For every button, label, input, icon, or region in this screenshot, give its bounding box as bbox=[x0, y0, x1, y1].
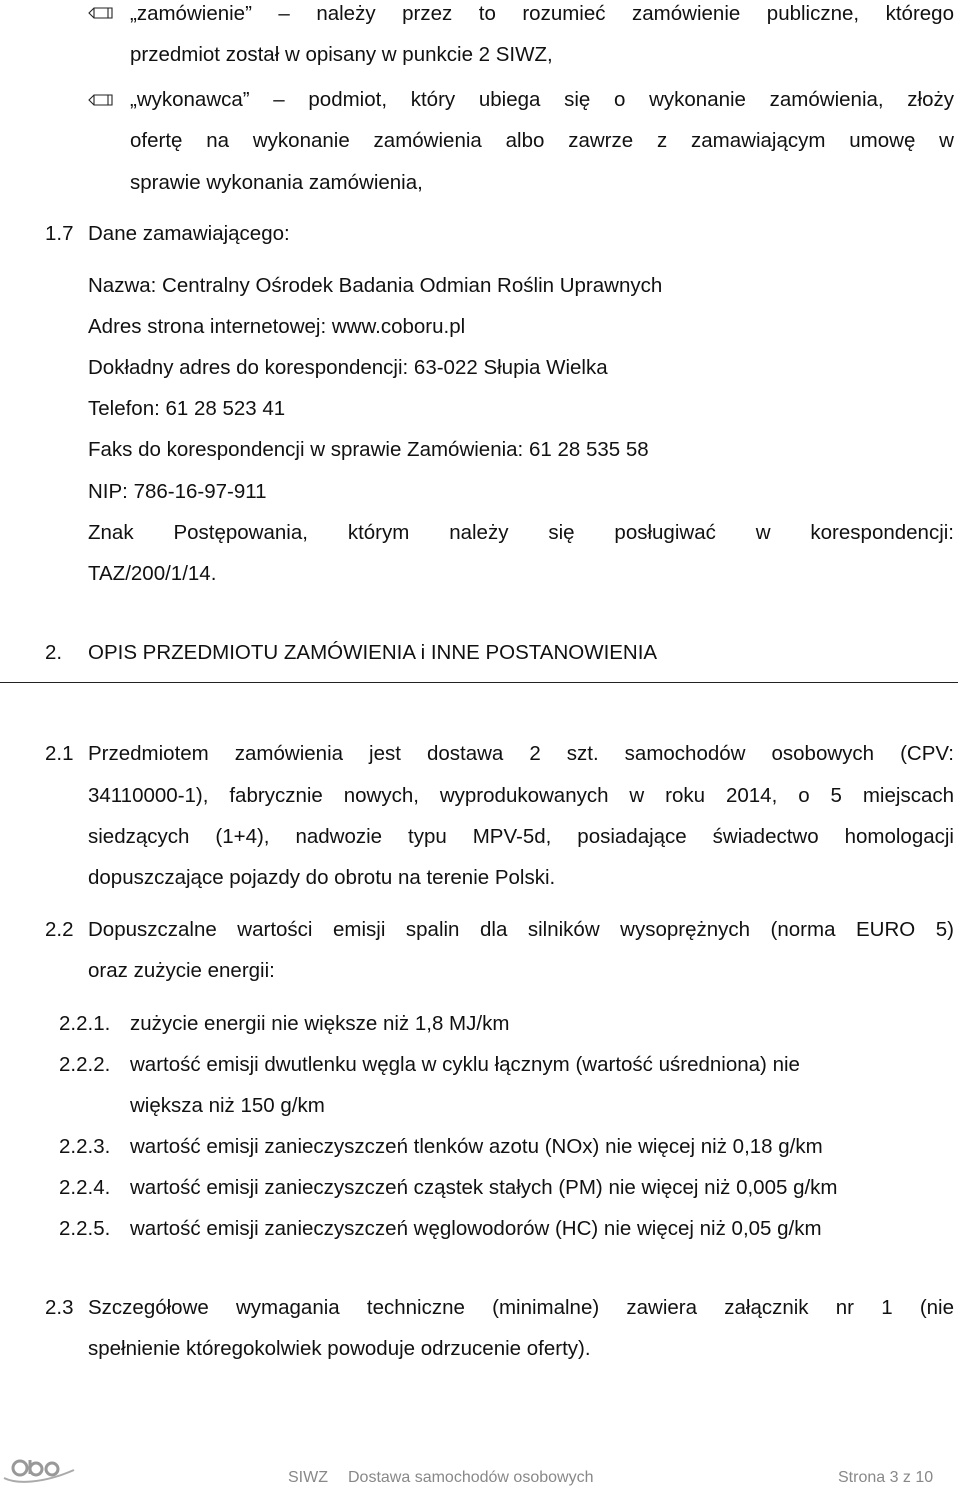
contact-name: Nazwa: Centralny Ośrodek Badania Odmian Roślin Uprawnych bbox=[88, 274, 663, 297]
pencil-bullet-icon bbox=[88, 93, 114, 107]
bullet-2-line-2: ofertę na wykonanie zamówienia albo zawrze z zamawiającym umowę w bbox=[130, 129, 954, 152]
item-2-2-4-number: 2.2.4. bbox=[59, 1176, 111, 1199]
contact-reference-value: TAZ/200/1/14. bbox=[88, 562, 217, 585]
contact-fax: Faks do korespondencji w sprawie Zamówienia: 61 28 535 58 bbox=[88, 438, 649, 461]
item-2-2-3-text: wartość emisji zanieczyszczeń tlenków azotu (NOx) nie więcej niż 0,18 g/km bbox=[130, 1135, 823, 1158]
bullet-2-line-3: sprawie wykonania zamówienia, bbox=[130, 171, 423, 194]
item-2-2-1-number: 2.2.1. bbox=[59, 1012, 111, 1035]
section-2-3-line-1: Szczegółowe wymagania techniczne (minimalne) zawiera załącznik nr 1 (nie bbox=[88, 1296, 954, 1319]
section-2-3-line-2: spełnienie któregokolwiek powoduje odrzucenie oferty). bbox=[88, 1337, 591, 1360]
section-2-3-number: 2.3 bbox=[45, 1296, 74, 1319]
section-1-7-number: 1.7 bbox=[45, 222, 74, 245]
contact-website: Adres strona internetowej: www.coboru.pl bbox=[88, 315, 466, 338]
section-divider bbox=[0, 682, 958, 683]
section-2-title: OPIS PRZEDMIOTU ZAMÓWIENIA i INNE POSTANOWIENIA bbox=[88, 641, 658, 664]
bullet-2-line-1: „wykonawca” – podmiot, który ubiega się o wykonanie zamówienia, złoży bbox=[130, 88, 954, 111]
footer-page-number: Strona 3 z 10 bbox=[838, 1469, 934, 1486]
item-2-2-1-text: zużycie energii nie większe niż 1,8 MJ/km bbox=[130, 1012, 510, 1035]
item-2-2-4-text: wartość emisji zanieczyszczeń cząstek stałych (PM) nie więcej niż 0,005 g/km bbox=[130, 1176, 838, 1199]
item-2-2-3-number: 2.2.3. bbox=[59, 1135, 111, 1158]
section-2-1-line-1: Przedmiotem zamówienia jest dostawa 2 szt. samochodów osobowych (CPV: bbox=[88, 742, 954, 765]
coboru-logo-icon bbox=[2, 1456, 76, 1486]
bullet-1-line-1: „zamówienie” – należy przez to rozumieć zamówienie publiczne, którego bbox=[130, 2, 954, 25]
footer-doc-label: SIWZ bbox=[288, 1469, 328, 1486]
section-2-2-number: 2.2 bbox=[45, 918, 74, 941]
section-1-7-title: Dane zamawiającego: bbox=[88, 222, 290, 245]
section-2-2-line-1: Dopuszczalne wartości emisji spalin dla silników wysoprężnych (norma EURO 5) bbox=[88, 918, 954, 941]
section-2-2-line-2: oraz zużycie energii: bbox=[88, 959, 275, 982]
item-2-2-2-text-cont: większa niż 150 g/km bbox=[130, 1094, 325, 1117]
section-2-1-line-3: siedzących (1+4), nadwozie typu MPV-5d, posiadające świadectwo homologacji bbox=[88, 825, 954, 848]
pencil-bullet-icon bbox=[88, 6, 114, 20]
footer-subject: Dostawa samochodów osobowych bbox=[348, 1469, 594, 1486]
contact-phone: Telefon: 61 28 523 41 bbox=[88, 397, 286, 420]
contact-address: Dokładny adres do korespondencji: 63-022 Słupia Wielka bbox=[88, 356, 608, 379]
contact-reference-label: Znak Postępowania, którym należy się posługiwać w korespondencji: bbox=[88, 521, 954, 544]
section-2-1-number: 2.1 bbox=[45, 742, 74, 765]
item-2-2-5-text: wartość emisji zanieczyszczeń węglowodorów (HC) nie więcej niż 0,05 g/km bbox=[130, 1217, 822, 1240]
item-2-2-2-number: 2.2.2. bbox=[59, 1053, 111, 1076]
section-2-1-line-2: 34110000-1), fabrycznie nowych, wyprodukowanych w roku 2014, o 5 miejscach bbox=[88, 784, 954, 807]
item-2-2-2-text: wartość emisji dwutlenku węgla w cyklu łącznym (wartość uśredniona) nie bbox=[130, 1053, 800, 1076]
section-2-number: 2. bbox=[45, 641, 63, 664]
contact-nip: NIP: 786-16-97-911 bbox=[88, 480, 267, 503]
bullet-1-line-2: przedmiot został w opisany w punkcie 2 SIWZ, bbox=[130, 43, 553, 66]
item-2-2-5-number: 2.2.5. bbox=[59, 1217, 111, 1240]
section-2-1-line-4: dopuszczające pojazdy do obrotu na terenie Polski. bbox=[88, 866, 556, 889]
